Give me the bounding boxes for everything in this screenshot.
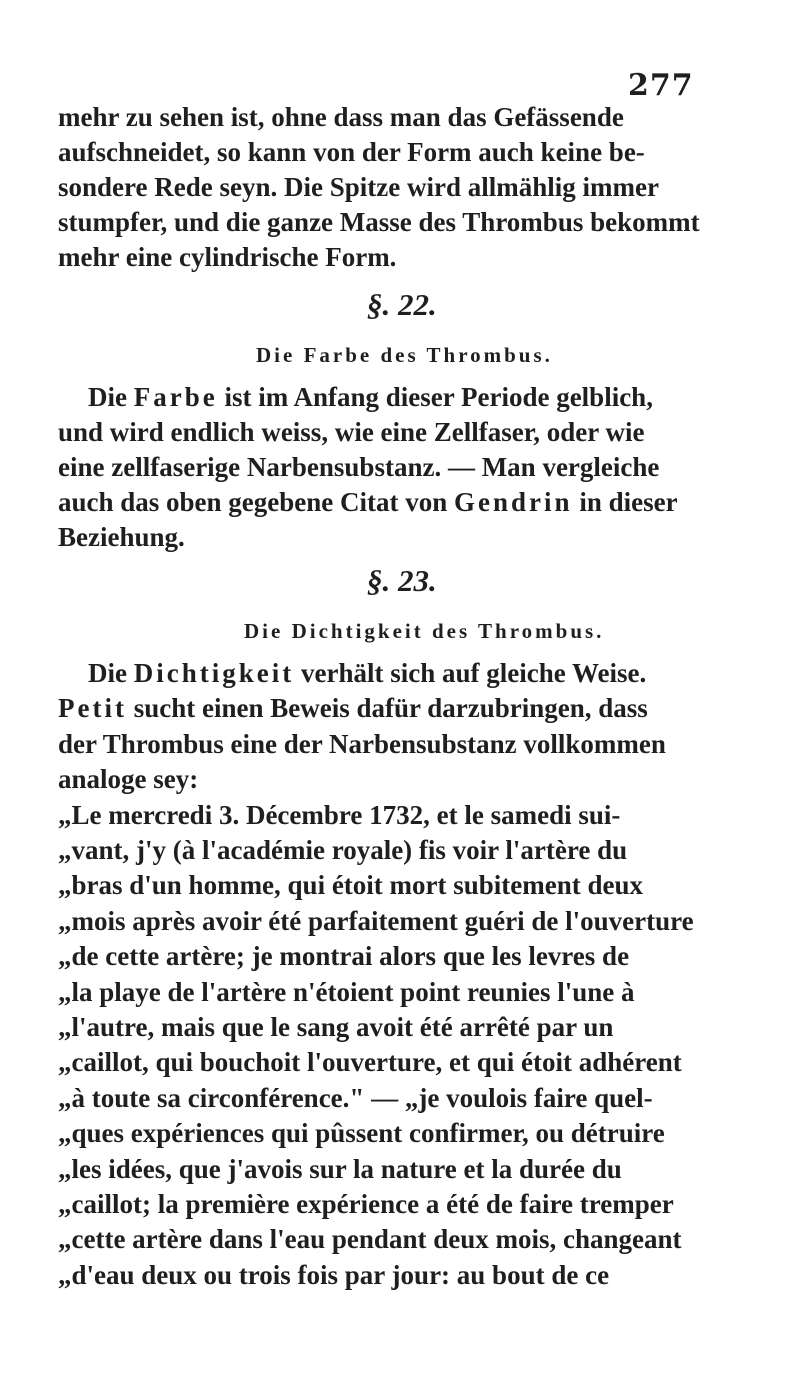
- section-heading: Die Farbe des Thrombus.: [256, 343, 553, 367]
- text-line: [58, 1116, 665, 1150]
- text-run: eine zellfaserige Narbensubstanz. — Man vergleiche: [58, 452, 660, 482]
- text-line: sondere Rede seyn. Die Spitze wird allmählig immer: [58, 172, 659, 202]
- text-line: [58, 868, 643, 902]
- text-run: „la playe de l'artère n'étoient point reunies l'une à: [58, 976, 635, 1007]
- text-run: „les idées, que j'avois sur la nature et la durée du: [58, 1153, 622, 1184]
- text-line: [58, 762, 198, 796]
- text-line: [58, 798, 620, 832]
- text-line: mehr eine cylindrische Form.: [58, 242, 397, 272]
- text-line: [58, 1187, 674, 1221]
- text-run: verhält sich auf gleiche Weise.: [294, 658, 647, 688]
- text-run: „l'autre, mais que le sang avoit été arrêté par un: [58, 1012, 614, 1042]
- section-heading: Die Dichtigkeit des Thrombus.: [244, 619, 605, 643]
- text-line: [58, 1010, 613, 1044]
- text-run: „ques expériences qui pûssent confirmer, ou détruire: [58, 1118, 665, 1149]
- text-run: „cette artère dans l'eau pendant deux mois, changeant: [58, 1224, 682, 1255]
- text-run: Die: [88, 658, 134, 688]
- text-run: und wird endlich weiss, wie eine Zellfaser, oder wie: [58, 417, 645, 447]
- text-run: analoge sey:: [58, 764, 199, 795]
- text-line: [58, 1045, 682, 1079]
- text-run: Die: [88, 382, 134, 412]
- text-run: sucht einen Beweis dafür darzubringen, dass: [126, 693, 648, 724]
- text-run: „mois après avoir été parfaitement guéri de l'ouverture: [58, 905, 694, 936]
- text-line: [88, 380, 653, 414]
- text-run: „bras d'un homme, qui étoit mort subitement deux: [58, 870, 644, 901]
- text-line: aufschneidet, so kann von der Form auch keine be-: [58, 137, 645, 167]
- text-line: [58, 485, 678, 519]
- text-line: [58, 415, 645, 449]
- text-run: „à toute sa circonférence." — „je voulois faire quel-: [58, 1082, 653, 1113]
- text-line: [58, 727, 666, 761]
- emphasized-term: Gendrin: [454, 487, 573, 517]
- page-number: 277: [628, 68, 694, 103]
- text-line: [58, 939, 629, 973]
- emphasized-term: Dichtigkeit: [133, 658, 295, 688]
- text-line: [58, 1258, 609, 1292]
- section-number: §. 23.: [367, 563, 437, 598]
- text-line: [58, 1222, 681, 1256]
- text-run: „caillot; la première expérience a été de faire tremper: [58, 1189, 674, 1219]
- text-run: „caillot, qui bouchoit l'ouverture, et qui étoit adhérent: [58, 1047, 682, 1078]
- text-run: Beziehung.: [58, 522, 185, 552]
- text-line: [58, 975, 634, 1009]
- text-line: stumpfer, und die ganze Masse des Thrombus bekommt: [58, 207, 700, 237]
- text-line: [88, 656, 646, 690]
- text-run: „de cette artère; je montrai alors que les levres de: [58, 941, 630, 972]
- text-run: auch das oben gegebene Citat von: [58, 487, 455, 517]
- text-line: [58, 450, 659, 484]
- section-number: §. 22.: [367, 287, 437, 322]
- text-run: „Le mercredi 3. Décembre 1732, et le samedi sui-: [58, 799, 621, 830]
- text-run: ist im Anfang dieser Periode gelblich,: [217, 382, 653, 412]
- text-line: [58, 1152, 622, 1186]
- text-line: [58, 691, 648, 725]
- emphasized-term: Farbe: [133, 382, 218, 412]
- text-run: der Thrombus eine der Narbensubstanz vollkommen: [58, 728, 666, 759]
- text-line: [58, 904, 694, 938]
- text-run: „vant, j'y (à l'académie royale) fis voir l'artère du: [58, 835, 628, 865]
- text-run: „d'eau deux ou trois fois par jour: au bout de ce: [58, 1259, 610, 1290]
- text-line: [58, 1081, 653, 1115]
- text-line: mehr zu sehen ist, ohne dass man das Gefässende: [58, 102, 624, 132]
- text-run: in dieser: [572, 487, 678, 517]
- text-line: [58, 520, 185, 554]
- emphasized-term: Petit: [58, 693, 127, 724]
- text-line: [58, 833, 627, 867]
